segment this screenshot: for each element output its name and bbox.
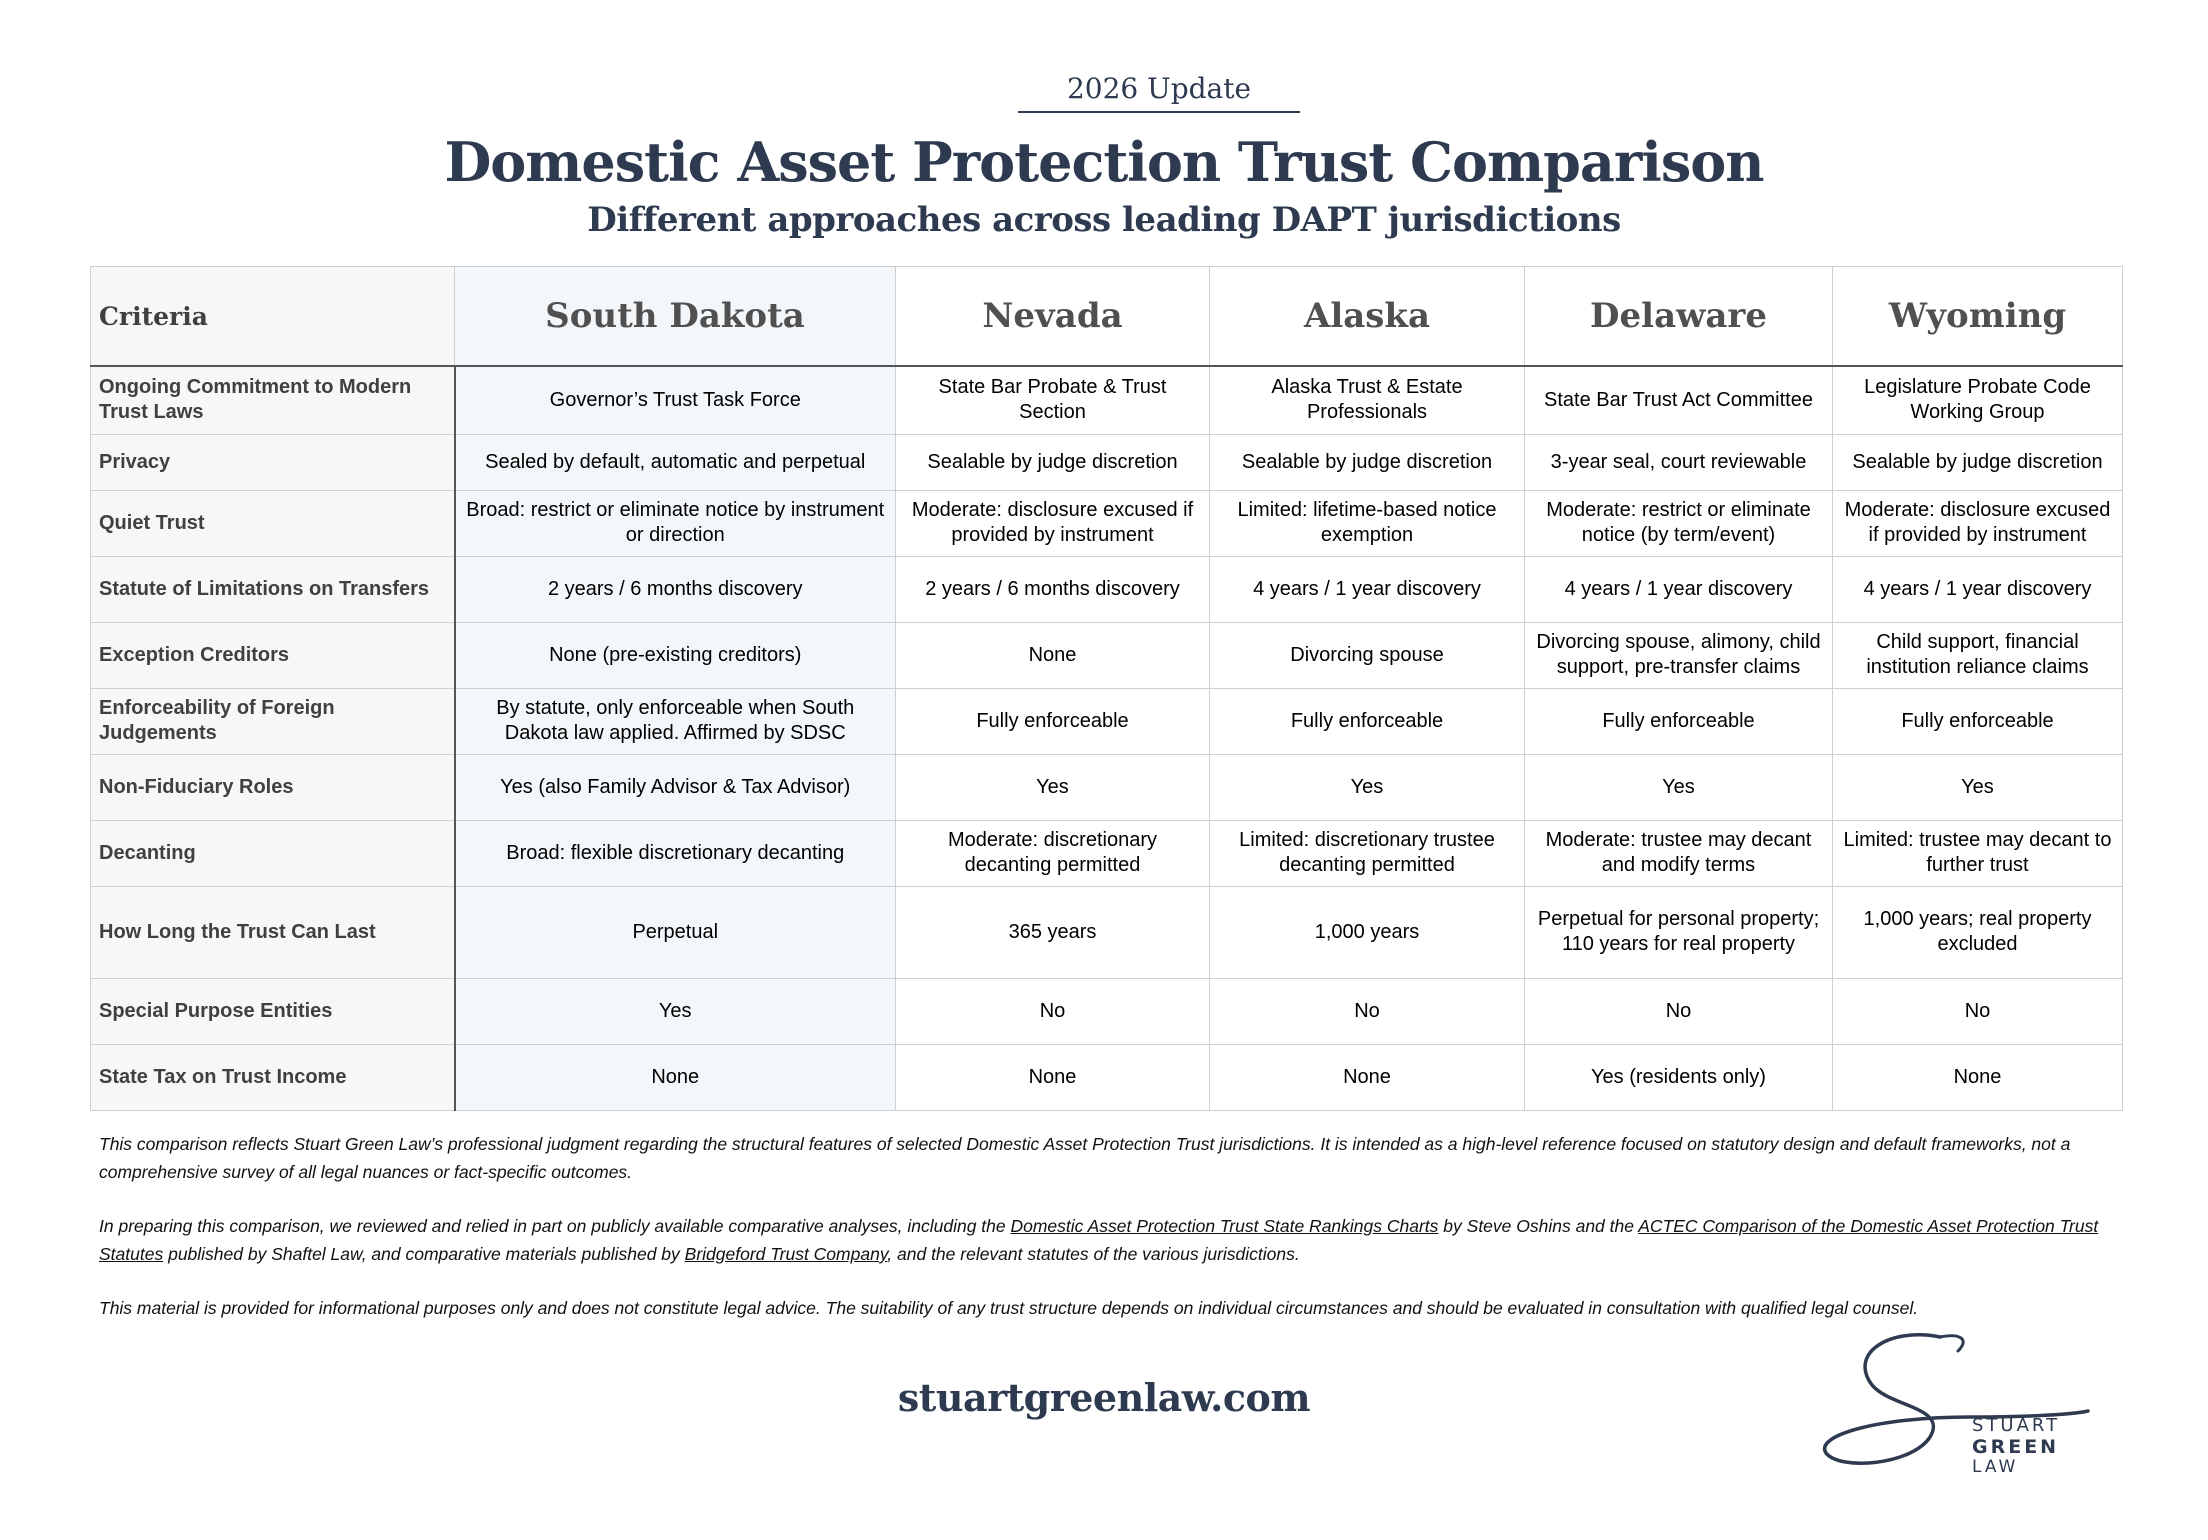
note-text: , and the relevant statutes of the various jurisdictions. xyxy=(887,1244,1300,1264)
table-cell: None (pre-existing creditors) xyxy=(455,622,896,688)
stuart-green-law-logo xyxy=(1820,1325,2100,1475)
table-cell: Sealable by judge discretion xyxy=(896,434,1210,490)
table-cell: Broad: flexible discretionary decanting xyxy=(455,820,896,886)
table-cell: Yes xyxy=(455,978,896,1044)
table-row xyxy=(91,366,2123,434)
table-cell: Yes xyxy=(1833,754,2123,820)
table-row xyxy=(91,490,2123,556)
table-cell: State Bar Probate & Trust Section xyxy=(896,366,1210,434)
table-row xyxy=(91,978,2123,1044)
table-cell: 1,000 years; real property excluded xyxy=(1833,886,2123,978)
row-criteria-label: Ongoing Commitment to Modern Trust Laws xyxy=(91,366,455,434)
table-cell: Alaska Trust & Estate Professionals xyxy=(1210,366,1525,434)
note-text: In preparing this comparison, we reviewed and relied in part on publicly available comparative analyses, including the xyxy=(99,1216,1011,1236)
column-header-nevada: Nevada xyxy=(896,267,1210,367)
row-criteria-label: Enforceability of Foreign Judgements xyxy=(91,688,455,754)
table-cell: Moderate: restrict or eliminate notice (by term/event) xyxy=(1525,490,1833,556)
table-cell: By statute, only enforceable when South Dakota law applied. Affirmed by SDSC xyxy=(455,688,896,754)
row-criteria-label: Exception Creditors xyxy=(91,622,455,688)
table-cell: 3-year seal, court reviewable xyxy=(1525,434,1833,490)
table-cell: Yes xyxy=(1210,754,1525,820)
row-criteria-label: Privacy xyxy=(91,434,455,490)
note-paragraph-3: This material is provided for informational purposes only and does not constitute legal advice. The suitability of any trust structure depends on individual circumstances and should be evaluated in consultation with qualified legal counsel. xyxy=(99,1298,1919,1318)
table-cell: 4 years / 1 year discovery xyxy=(1525,556,1833,622)
table-cell: Broad: restrict or eliminate notice by instrument or direction xyxy=(455,490,896,556)
row-criteria-label: State Tax on Trust Income xyxy=(91,1044,455,1110)
table-cell: State Bar Trust Act Committee xyxy=(1525,366,1833,434)
table-cell: Moderate: disclosure excused if provided by instrument xyxy=(1833,490,2123,556)
column-header-alaska: Alaska xyxy=(1210,267,1525,367)
page-subtitle: Different approaches across leading DAPT jurisdictions xyxy=(587,200,1621,240)
table-cell: Limited: lifetime-based notice exemption xyxy=(1210,490,1525,556)
table-cell: None xyxy=(1210,1044,1525,1110)
table-cell: None xyxy=(455,1044,896,1110)
table-row xyxy=(91,622,2123,688)
row-criteria-label: Statute of Limitations on Transfers xyxy=(91,556,455,622)
row-criteria-label: Special Purpose Entities xyxy=(91,978,455,1044)
table-cell: Limited: trustee may decant to further trust xyxy=(1833,820,2123,886)
table-cell: No xyxy=(1210,978,1525,1044)
table-cell: 4 years / 1 year discovery xyxy=(1833,556,2123,622)
table-cell: 1,000 years xyxy=(1210,886,1525,978)
table-row xyxy=(91,886,2123,978)
table-cell: No xyxy=(1525,978,1833,1044)
disclaimer-notes xyxy=(99,1130,2109,1348)
table-cell: None xyxy=(1833,1044,2123,1110)
column-header-south-dakota: South Dakota xyxy=(455,267,896,367)
table-cell: 2 years / 6 months discovery xyxy=(455,556,896,622)
table-cell: No xyxy=(896,978,1210,1044)
row-criteria-label: Quiet Trust xyxy=(91,490,455,556)
website-link[interactable]: stuartgreenlaw.com xyxy=(897,1375,1311,1420)
row-criteria-label: Non-Fiduciary Roles xyxy=(91,754,455,820)
table-cell: Divorcing spouse, alimony, child support, pre-transfer claims xyxy=(1525,622,1833,688)
link-actec-comparison[interactable]: ACTEC Comparison of the Domestic Asset Protection Trust Statutes xyxy=(99,1216,2099,1264)
table-cell: Fully enforceable xyxy=(1525,688,1833,754)
table-cell: Sealable by judge discretion xyxy=(1833,434,2123,490)
column-header-delaware: Delaware xyxy=(1525,267,1833,367)
table-cell: Moderate: disclosure excused if provided by instrument xyxy=(896,490,1210,556)
table-cell: Fully enforceable xyxy=(896,688,1210,754)
note-paragraph-1: This comparison reflects Stuart Green Law’s professional judgment regarding the structural features of selected Domestic Asset Protection Trust jurisdictions. It is intended as a high-level reference focused on statutory design and default frameworks, not a comprehensive survey of all legal nuances or fact-specific outcomes. xyxy=(99,1134,2071,1182)
logo-text-law: LAW xyxy=(1972,1457,2019,1477)
page-title: Domestic Asset Protection Trust Comparison xyxy=(444,130,1764,194)
table-cell: Perpetual for personal property; 110 years for real property xyxy=(1525,886,1833,978)
table-cell: Sealed by default, automatic and perpetual xyxy=(455,434,896,490)
table-cell: None xyxy=(896,1044,1210,1110)
table-cell: Moderate: trustee may decant and modify terms xyxy=(1525,820,1833,886)
update-label: 2026 Update xyxy=(1018,72,1300,113)
table-cell: Sealable by judge discretion xyxy=(1210,434,1525,490)
table-cell: Fully enforceable xyxy=(1210,688,1525,754)
table-row xyxy=(91,820,2123,886)
table-row xyxy=(91,688,2123,754)
table-cell: Yes (also Family Advisor & Tax Advisor) xyxy=(455,754,896,820)
table-cell: 4 years / 1 year discovery xyxy=(1210,556,1525,622)
table-cell: 365 years xyxy=(896,886,1210,978)
table-cell: Limited: discretionary trustee decanting permitted xyxy=(1210,820,1525,886)
column-header-wyoming: Wyoming xyxy=(1833,267,2123,367)
table-cell: Yes (residents only) xyxy=(1525,1044,1833,1110)
table-row xyxy=(91,556,2123,622)
table-cell: Moderate: discretionary decanting permitted xyxy=(896,820,1210,886)
table-cell: None xyxy=(896,622,1210,688)
row-criteria-label: Decanting xyxy=(91,820,455,886)
table-header-row xyxy=(91,267,2123,367)
table-body xyxy=(91,366,2123,1110)
row-criteria-label: How Long the Trust Can Last xyxy=(91,886,455,978)
table-cell: 2 years / 6 months discovery xyxy=(896,556,1210,622)
table-row xyxy=(91,434,2123,490)
note-text: by Steve Oshins and the xyxy=(1438,1216,1639,1236)
table-cell: Governor’s Trust Task Force xyxy=(455,366,896,434)
table-cell: Yes xyxy=(896,754,1210,820)
criteria-header: Criteria xyxy=(91,267,455,367)
table-cell: Divorcing spouse xyxy=(1210,622,1525,688)
link-bridgeford[interactable]: Bridgeford Trust Company xyxy=(684,1244,888,1264)
table-row xyxy=(91,1044,2123,1110)
comparison-table xyxy=(90,266,2123,1111)
note-paragraph-2 xyxy=(99,1212,2109,1268)
table-cell: Yes xyxy=(1525,754,1833,820)
logo-text-stuart: STUART xyxy=(1972,1415,2061,1436)
table-cell: Legislature Probate Code Working Group xyxy=(1833,366,2123,434)
table-row xyxy=(91,754,2123,820)
logo-text-green: GREEN xyxy=(1972,1436,2060,1458)
table-cell: Child support, financial institution reliance claims xyxy=(1833,622,2123,688)
table-cell: Fully enforceable xyxy=(1833,688,2123,754)
table-cell: Perpetual xyxy=(455,886,896,978)
link-oshins-rankings[interactable]: Domestic Asset Protection Trust State Rankings Charts xyxy=(1010,1216,1439,1236)
table-cell: No xyxy=(1833,978,2123,1044)
note-text: published by Shaftel Law, and comparative materials published by xyxy=(163,1244,685,1264)
